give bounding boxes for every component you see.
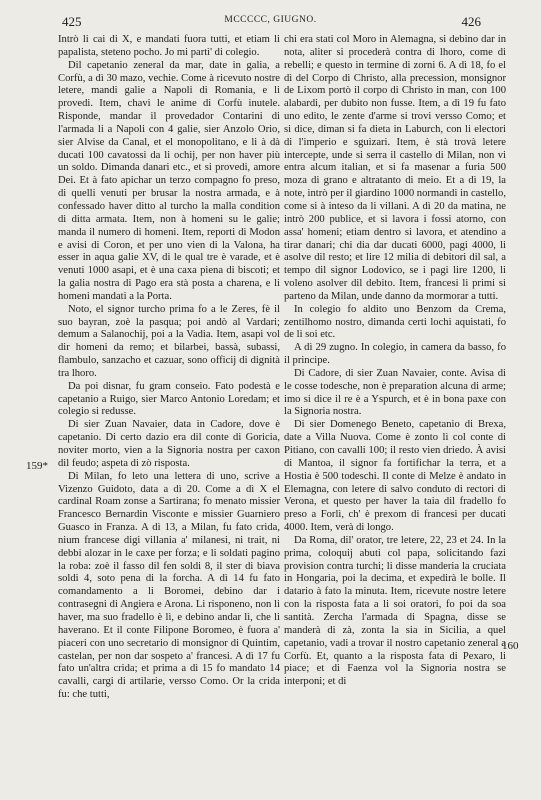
paragraph: Di Cadore, di sier Zuan Navaier, conte. Avisa di le cosse todesche, non è preparation alcuna di arme; imo si dice il re è a Yspurch, et è in bona paxe con la Signoria nostra. <box>284 367 506 418</box>
left-page-number: 425 <box>62 14 82 29</box>
paragraph: Di Milan, fo leto una lettera di uno, scrive a Vizenzo Guidoto, data a dì 20. Come a dì X el cardinal Roam zonse a Sartirana; fo menato missier Francesco Bernardin Visconte e missier Guarniero Guasco in Franza. A dì 13, a Milan, fu fato crida, nium francese digi villania a' milanesi, ni trait, ni debbi alozar in le caxe per forza; e li soldati pagino la roba: zoè il fasso dil fen soldi 8, il ster di biava soldi 4, soto pena di la forcha. A dì 14 fu fato comandamento a li Boromei, debino dar i contrasegni di Angiera e Arona. Li risponeno, non li haver, ma suo fradello è lì, e debino andar lì, che li haverano. Et il conte Filipone Boromeo, è fuora a' piaceri con uno secretario di monsignor di Quintim, castelan, per non dar sospeto a' francesi. A dì 17 fu fato un'altra crida; et prima a dì 15 fo mandato 14 cavalli, cargi di artilarie, versso Como. Or la crida fu: che tutti, <box>58 470 280 701</box>
paragraph: chi era stati col Moro in Alemagna, si debino dar in nota, aliter si procederà contra di lhoro, come di rebelli; e questo in termine di zorni 6. A dì 18, fo el dì del Corpo di Christo, alla precession, monsignor de Lixom portò il corpo di Christo in man, con 100 alabardi, per dubito non fusse. Item, a dì 19 fu fato uno edito, le zente d'arme si trovi versso Como; et si dice, diman si fa dieta in Laburch, con li electori di l'imperio e sguizari. Item, è stà trovà letere intercepte, unde si serra il castello di Milan, non vi entra alcum italian, et si fa masenar a furia 500 moza di grano e altratanto di meio. Et a dì 19, la note, intrò per il giardino 1000 normandi in castello, come si à inteso da li villani. A dì 20 da matina, ne intrò 200 publice, et si lavora i fossi atorno, con assa' homeni; etiam dentro si lavora, et atendino a tirar danari; chi dia dar ducati 6000, pagi 4000, li asolve dil resto; et lire 12 milia di debitori dil sal, a tempo dil signor Lodovico, se i pagi lire 1200, li voleno asolver dil debito. Item, francesi li primi si parteno da Milan, unde danno da mormorar a tutti. <box>284 34 506 302</box>
left-text-column <box>58 34 280 702</box>
paragraph: Noto, el signor turcho prima fo a le Zeres, fè il suo bayran, zoè la pasqua; poi andò al Vardari; demum a Salanochij, poi a la Vadia. Item, asapi vol dir homeni da remo; et bilarbei, bassà, subassi, flambulo, sanzacho et cazuar, sono officij di dignità tra lhoro. <box>58 303 280 379</box>
paragraph: Da Roma, dil' orator, tre letere, 22, 23 et 24. In la prima, coloquij abuti col papa, solicitando fazi provision contra turchi; li disse manderia la cruciata in Hongaria, poi la decima, et expedirà le bolle. Il datario à fato la minuta. Item, ricevute nostre letere con la risposta fata a li soi oratori, fo poi da soa santità. Zercha l'armada di Spagna, disse se manderà di zà, zonta la sia in Sicilia, a quel capetanio, vadi a trovar il nostro capetanio zeneral a Corfù. Et, quanto a la risposta fata di Pexaro, li piace; et di Faenza vol la Signoria nostra se interponi; et di <box>284 534 506 688</box>
left-margin-number: 159* <box>26 460 48 472</box>
page-header <box>0 8 541 28</box>
right-page-number: 426 <box>461 14 481 29</box>
paragraph: Da poi disnar, fu gram conseio. Fato podestà e capetanio a Ruigo, sier Marco Antonio Loredam; et colegio si redusse. <box>58 380 280 418</box>
paragraph: A dì 29 zugno. In colegio, in camera da basso, fo il principe. <box>284 342 506 367</box>
paragraph: Di sier Domenego Beneto, capetanio di Brexa, date a Villa Nuova. Come è zonto lì col conte di Pitiano, con cavalli 100; il resto vien driedo. À avisi di Mantoa, il signor fa fortifichar la terra, et a Hostia è 500 todeschi. Il conte di Melze è andato in Elemagna, con letere di salvo conduto di rectori di Verona, et questo per haver la taia dil fradello fo preso a Forlì, ch' è prexom di francesi per ducati 4000. Item, verà di longo. <box>284 419 506 534</box>
right-text-column <box>284 34 506 689</box>
paragraph: In colegio fo aldito uno Benzom da Crema, zentilhomo nostro, dimanda certi lochi aquistati, fo de li soi etc. <box>284 303 506 341</box>
paragraph: Di sier Zuan Navaier, data in Cadore, dove è capetanio. Di certo dazio era dil conte di Goricia, noviter morto, vien a la Signoria nostra per caxon dil feudo; aspeta di zò risposta. <box>58 419 280 469</box>
paragraph: Dil capetanio zeneral da mar, date in galia, a Corfù, a dì 30 mazo, vechie. Come à ricevuto nostre letere, mandi galie a Napoli di Romania, e li provedi. Item, chavi le anime di Corfù inutele. Risponde, mandar il provedador Contarini di l'armada li a Napoli con 4 galie, sier Anzolo Orio, sier Alvise da Canal, et el monopolitano, e li à dà ducati 100 cavatossi da li ochij, per non haver più un soldo. Dimanda danari etc., et si provedi, amore Dei. Et à fato apichar un terzo compagno fo preso, di quelli venuti per brusar la nostra armada, e à confessado haver ditto al turcho la malla condition di ditta armata. Item, non à homeni su le galie; manda il numero di homeni. Item, reporti di Modon e avisi di Coron, et per uno vien di la Valona, ha esser in aqua galie XV, di le qual tre è varade, et è venuti 1000 asapi, et è una caxa piena di biscoti; et la galia nostra di Pago era stà posta a charena, e li homeni mandati a la Porta. <box>58 59 280 302</box>
paragraph: Intrò li cai di X, e mandati fuora tutti, et etiam li papalista, steteno pocho. Jo mi partì' di colegio. <box>58 34 280 58</box>
right-margin-number: 160 <box>502 640 519 652</box>
running-title: MCCCCC, GIUGNO. <box>224 15 317 25</box>
